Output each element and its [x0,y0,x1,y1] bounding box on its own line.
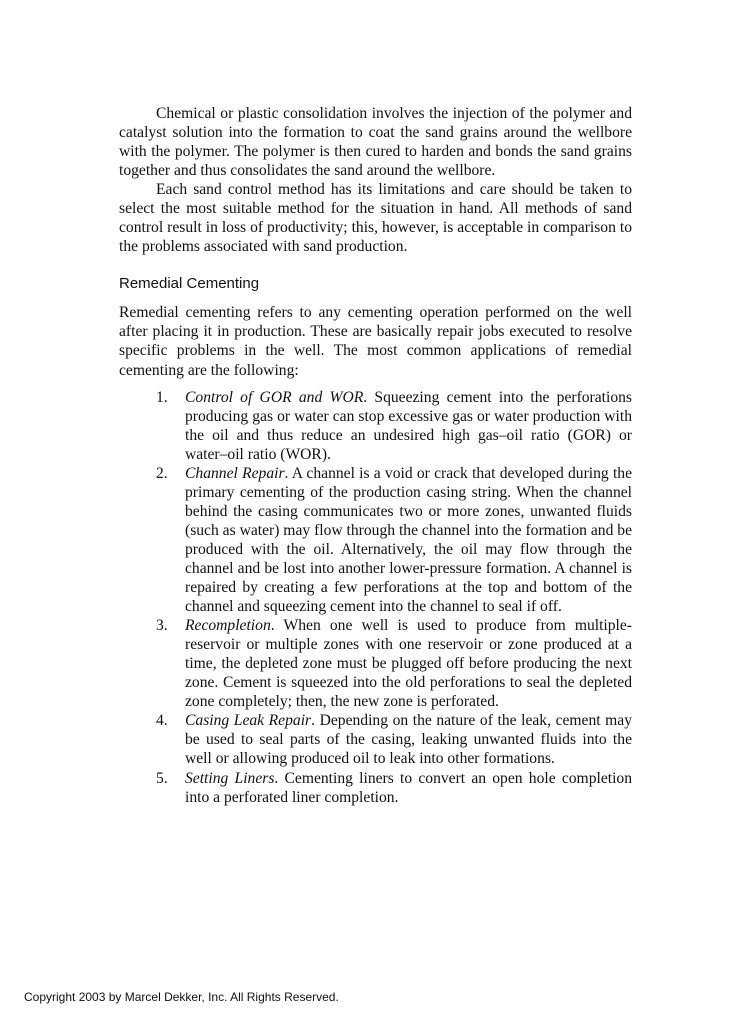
list-item: 4. Casing Leak Repair. Depending on the nature of the leak, cement may be used to seal parts of the casing, leaking unwanted fluids into the well or allowing produced oil to leak into other formations. [156,712,633,768]
list-item-title: Recompletion [185,617,271,635]
list-item-number: 1. [156,388,168,406]
list-item-number: 4. [156,712,168,730]
section-intro: Remedial cementing refers to any cementing operation performed on the well after placing it in production. These are basically repair jobs executed to resolve specific problems in the well. The most common applications of remedial cementing are the following: [119,304,632,379]
list-item: 3. Recompletion. When one well is used to produce from multiple-reservoir or multiple zones with one reservoir or zone produced at a time, the depleted zone must be plugged off before producing the next zone. Cement is squeezed into the old perforations to seal the depleted zone completely; then, the new zone is perforated. [156,617,633,711]
list-item-text: Depending on the nature of the leak, cement may be used to seal parts of the casing, leaking unwanted fluids into the well or allowing produced oil to leak into other formations. [185,712,633,768]
list-item: 5. Setting Liners. Cementing liners to convert an open hole completion into a perforated liner completion. [156,769,632,806]
list-item-number: 3. [156,617,168,635]
list-item-title: Control of GOR and WOR [185,388,364,406]
document-page [119,104,632,807]
list-item: 2. Channel Repair. A channel is a void or crack that developed during the primary cementing of the production casing string. When the channel behind the casing communicates two or more zones, unwanted fluids (such as water) may flow through the channel into the formation and be produced with the oil. Alternatively, the oil may flow through the channel and be lost into another lower-pressure formation. A channel is repaired by creating a few perforations at the top and bottom of the channel and squeezing cement into the channel to seal if off. [156,464,633,616]
list-item-title: Channel Repair [185,464,285,482]
list-item-title: Casing Leak Repair [185,712,312,730]
list-item-text: When one well is used to produce from multiple-reservoir or multiple zones with one reservoir or zone produced at a time, the depleted zone must be plugged off before producing the next zone. Cement is squeezed into the old perforations to seal the depleted zone completely; then, the new zone is perforated. [185,617,633,711]
list-item-text: Cementing liners to convert an open hole completion into a perforated liner completion. [185,769,632,806]
body-paragraph: Chemical or plastic consolidation involves the injection of the polymer and catalyst solution into the formation to coat the sand grains around the wellbore with the polymer. The polymer is then cured to harden and bonds the sand grains together and thus consolidates the sand around the wellbore. [119,105,632,180]
applications-list [119,388,632,807]
list-item-text: Squeezing cement into the perforations producing gas or water can stop excessive gas or water production with the oil and thus reduce an undesired high gas–oil ratio (GOR) or water–oil ratio (WOR). [185,388,632,463]
list-item: 1. Control of GOR and WOR. Squeezing cement into the perforations producing gas or water can stop excessive gas or water production with the oil and thus reduce an undesired high gas–oil ratio (GOR) or water–oil ratio (WOR). [156,388,632,463]
list-item-title: Setting Liners [185,769,275,787]
list-item-text: A channel is a void or crack that developed during the primary cementing of the production casing string. When the channel behind the casing communicates two or more zones, unwanted fluids (such as water) may flow through the channel into the formation and be produced with the oil. Alternatively, the oil may flow through the channel and be lost into another lower-pressure formation. A channel is repaired by creating a few perforations at the top and bottom of the channel and squeezing cement into the channel to seal if off. [185,464,633,616]
section-heading: Remedial Cementing [119,275,260,293]
copyright-footer: Copyright 2003 by Marcel Dekker, Inc. All Rights Reserved. [24,990,339,1004]
list-item-number: 5. [156,769,168,787]
body-paragraph: Each sand control method has its limitations and care should be taken to select the most suitable method for the situation in hand. All methods of sand control result in loss of productivity; this, however, is acceptable in comparison to the problems associated with sand production. [119,181,632,256]
list-item-number: 2. [156,464,168,482]
